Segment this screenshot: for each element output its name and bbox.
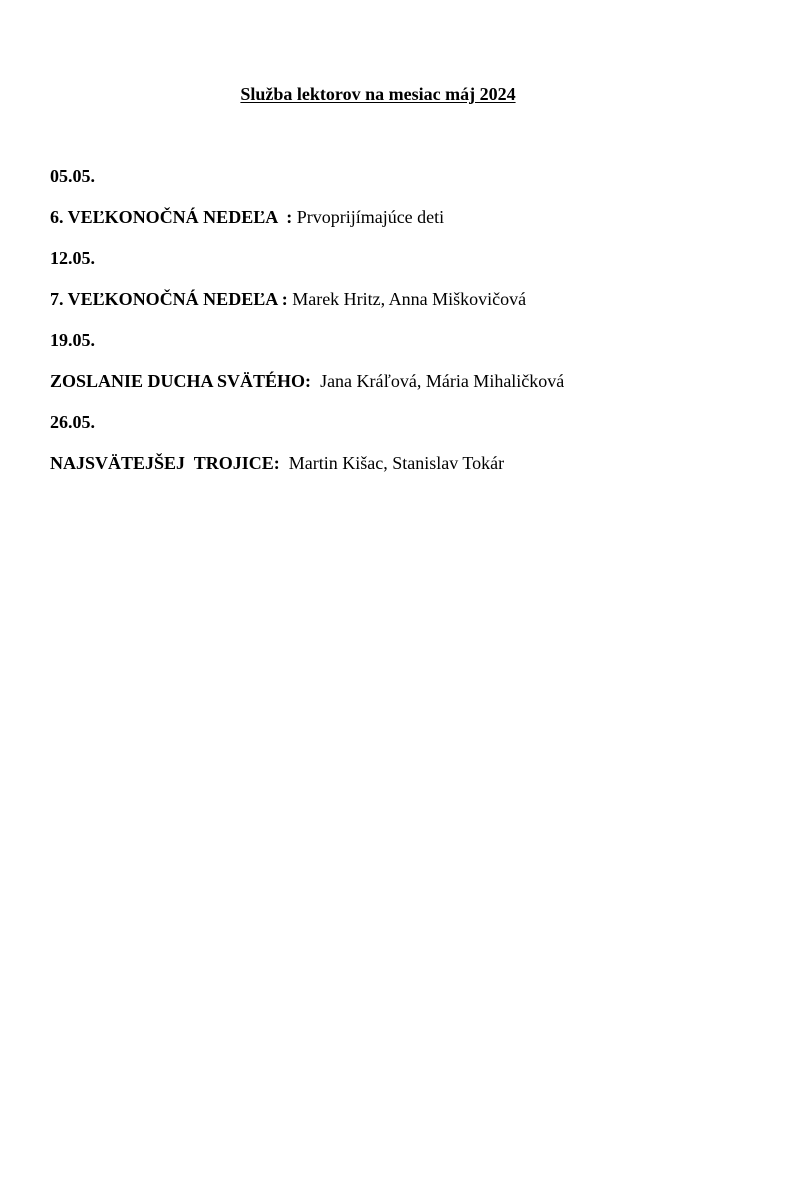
entry-feast: 6. VEĽKONOČNÁ NEDEĽA : (50, 207, 297, 227)
entry-feast: NAJSVÄTEJŠEJ TROJICE: (50, 453, 289, 473)
entry-names: Marek Hritz, Anna Miškovičová (292, 289, 527, 309)
entry-names: Jana Kráľová, Mária Mihaličková (320, 371, 565, 391)
entry-feast: ZOSLANIE DUCHA SVÄTÉHO: (50, 371, 321, 391)
schedule-entry (50, 163, 770, 230)
entry-date: 26.05. (50, 412, 95, 432)
entry-line (50, 450, 770, 476)
entry-line (50, 204, 770, 230)
entry-date: 19.05. (50, 330, 95, 350)
entry-line (50, 368, 770, 394)
entry-line (50, 286, 770, 312)
entry-names: Prvoprijímajúce deti (296, 207, 445, 227)
schedule-list (50, 163, 770, 491)
entry-feast: 7. VEĽKONOČNÁ NEDEĽA : (50, 289, 293, 309)
document-title: Služba lektorov na mesiac máj 2024 (240, 84, 516, 104)
entry-names: Martin Kišac, Stanislav Tokár (288, 453, 505, 473)
schedule-entry (50, 409, 770, 476)
entry-date: 12.05. (50, 248, 95, 268)
schedule-entry (50, 327, 770, 394)
schedule-entry (50, 245, 770, 312)
entry-date: 05.05. (50, 166, 95, 186)
